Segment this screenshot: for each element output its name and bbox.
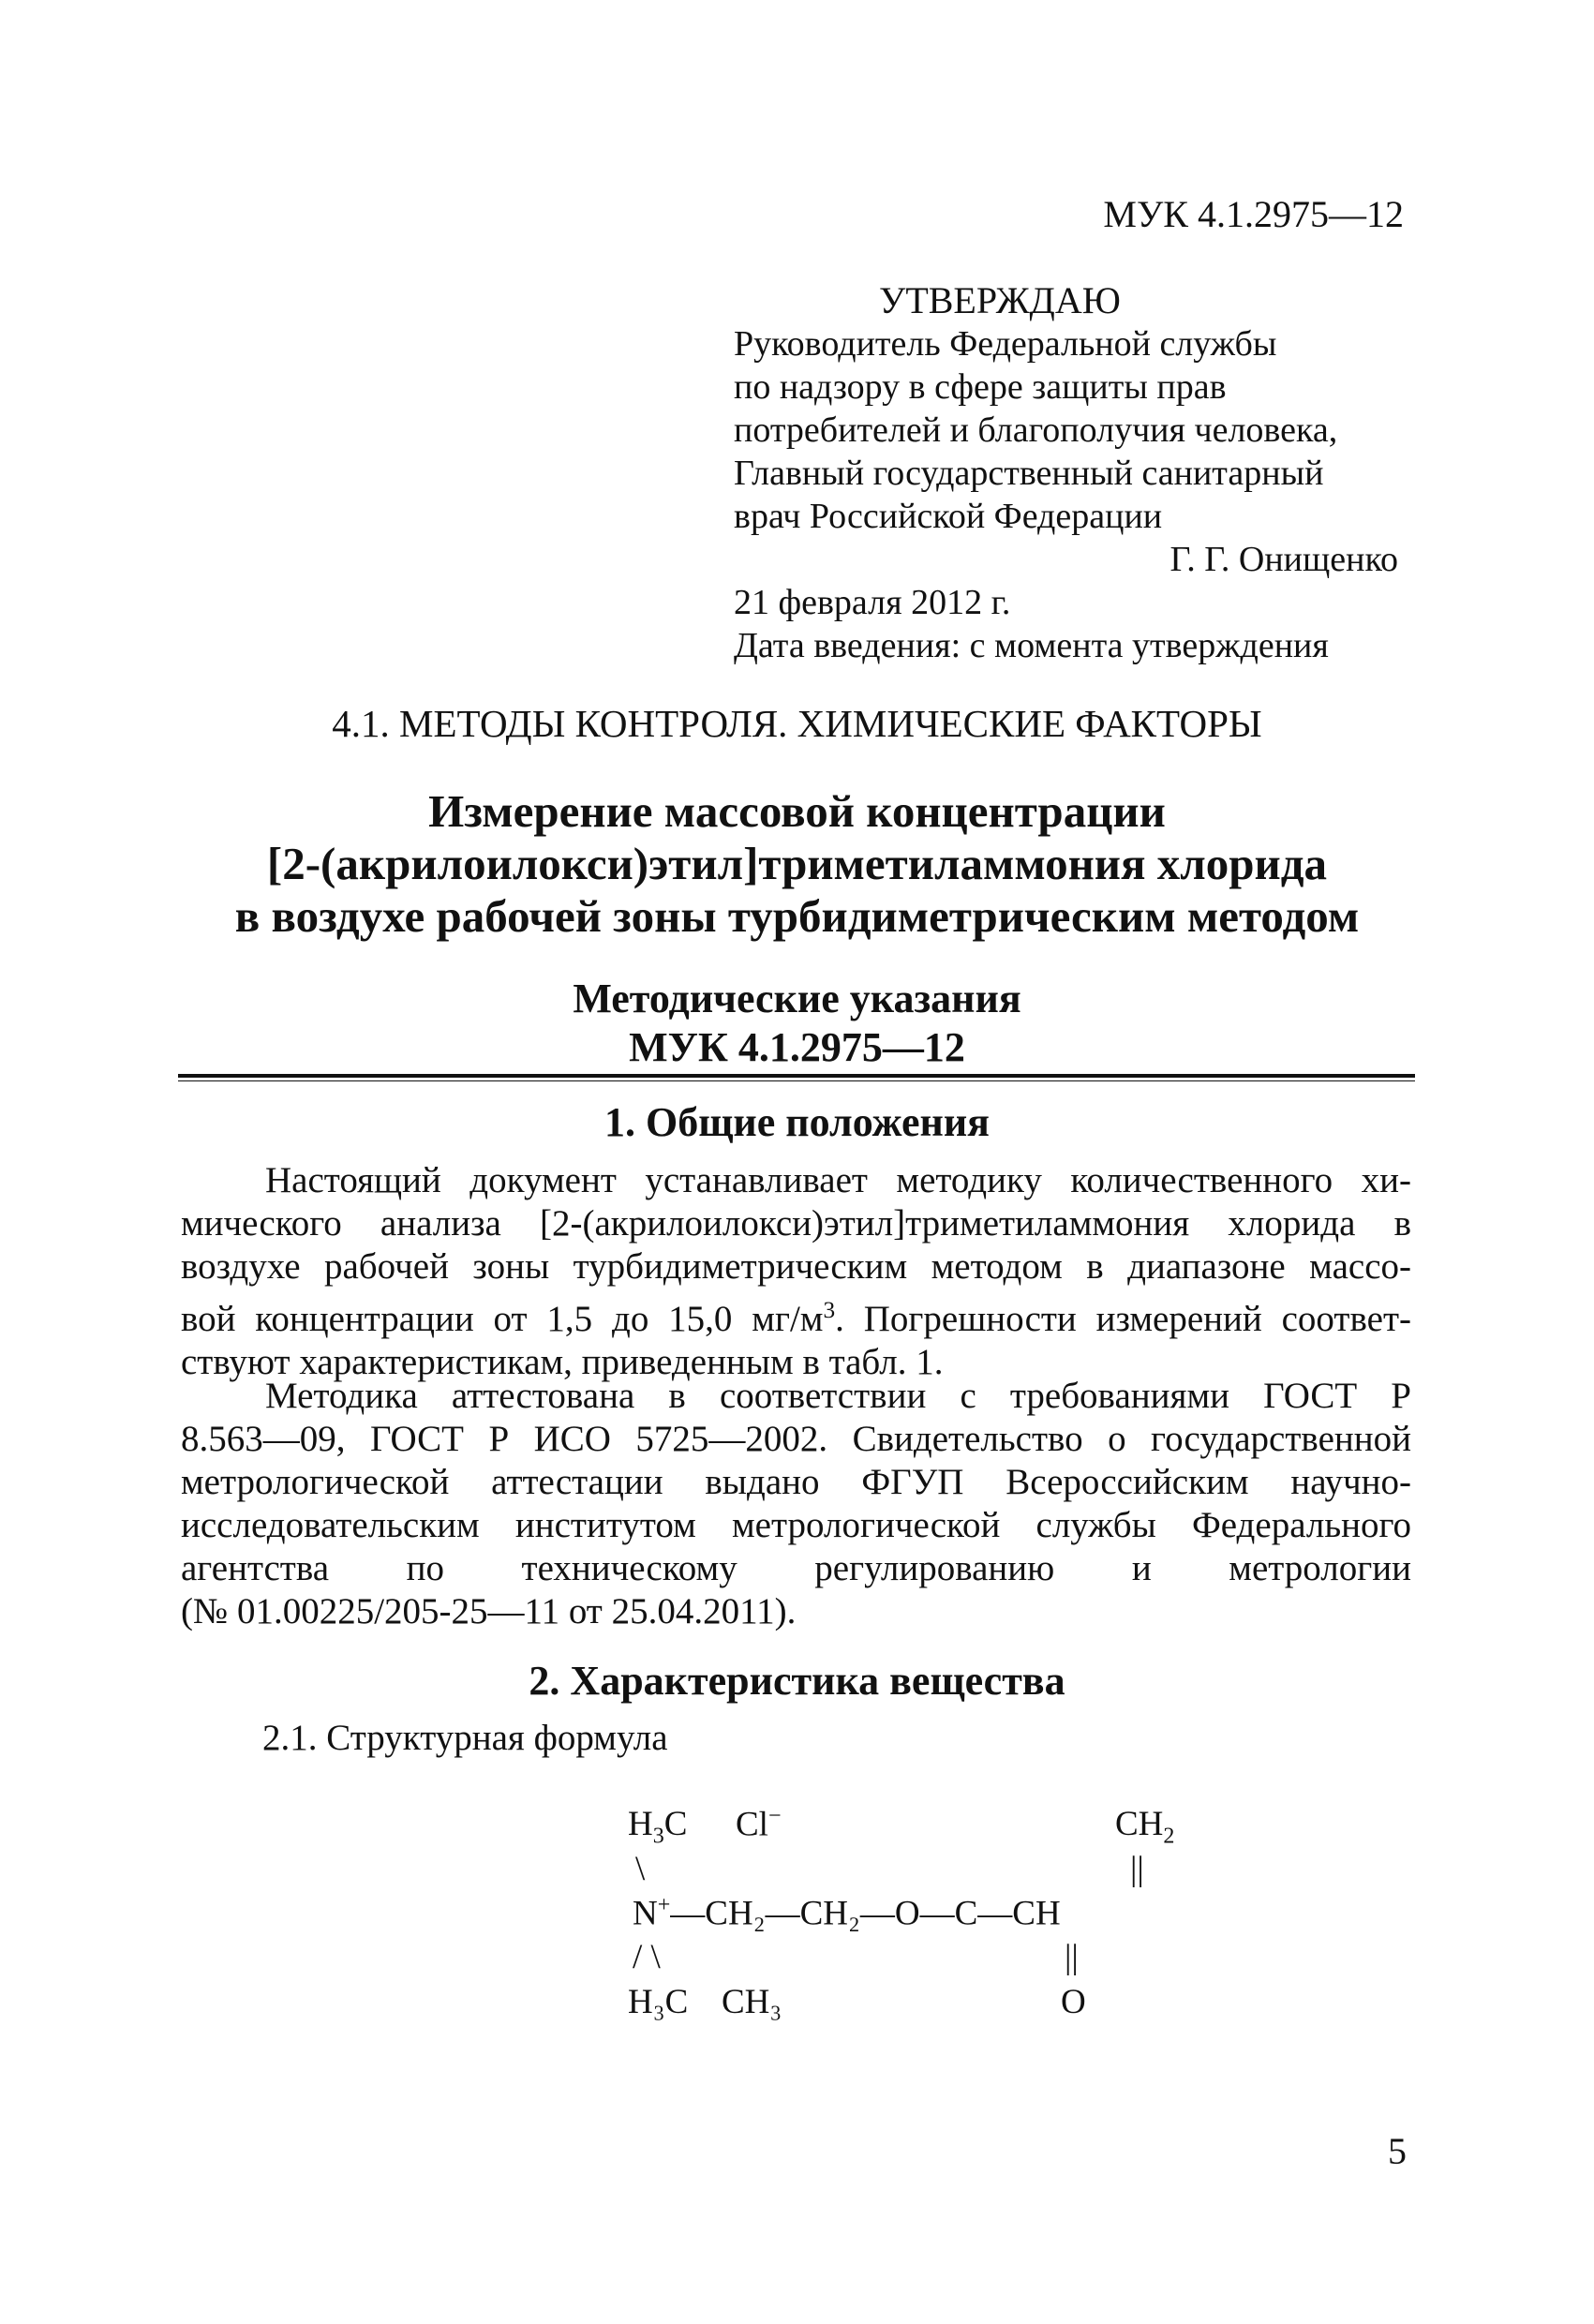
formula-group-ch3-bottom: CH₃: [722, 1983, 782, 2021]
structural-formula: [628, 1804, 1209, 2048]
page-number: 5: [1388, 2130, 1407, 2172]
main-title-line: в воздухе рабочей зоны турбидиметрическим методом: [234, 890, 1360, 942]
formula-bond-upper-left: \: [635, 1850, 646, 1888]
formula-group-ch2-top: $CH_2$: [1115, 1805, 1175, 1849]
section-title: 4.1. МЕТОДЫ КОНТРОЛЯ. ХИМИЧЕСКИЕ ФАКТОРЫ: [332, 702, 1262, 745]
guidelines-block: [0, 975, 1594, 1072]
formula-chloride: Cl−: [736, 1804, 782, 1844]
approval-line: по надзору в сфере защиты прав: [734, 367, 1227, 407]
paragraph-text: вой концентрации от 1,5 до 15,0 мг/м: [181, 1299, 824, 1339]
main-title-line: [2-(акрилоилокси)этил]триметиламмония хлорида: [266, 838, 1328, 889]
paragraph-line: мического анализа [2-(акрилоилокси)этил]триметиламмония хлорида в: [181, 1203, 1411, 1244]
formula-main-chain: N+—CH₂—CH₂—O—C—CH: [633, 1893, 1061, 1933]
paragraph-line: Настоящий документ устанавливает методику количественного хи-: [265, 1160, 1411, 1200]
paragraph-line: метрологической аттестации выдано ФГУП Всероссийским научно-: [181, 1462, 1411, 1502]
approval-block: [734, 279, 1408, 667]
title-divider-thin: [178, 1080, 1415, 1081]
approval-title: УТВЕРЖДАЮ: [879, 279, 1121, 321]
title-divider-thick: [178, 1074, 1415, 1078]
formula-group-h3c-top: $H_3C$: [628, 1805, 688, 1849]
paragraph-line: исследовательским институтом метрологической службы Федерального: [181, 1505, 1411, 1545]
approval-line: потребителей и благополучия человека,: [734, 410, 1338, 450]
section1-heading: 1. Общие положения: [604, 1099, 990, 1145]
paragraph-line: 8.563—09, ГОСТ Р ИСО 5725—2002. Свидетельство о государственной: [181, 1419, 1411, 1459]
paragraph-line: воздухе рабочей зоны турбидиметрическим методом в диапазоне массо-: [181, 1246, 1411, 1287]
document-code-header: МУК 4.1.2975—12: [1103, 193, 1404, 235]
guidelines-label: Методические указания: [573, 976, 1021, 1021]
main-title: [0, 785, 1594, 943]
paragraph-line: (№ 01.00225/205-25—11 от 25.04.2011).: [181, 1591, 797, 1631]
approval-line: врач Российской Федерации: [734, 497, 1163, 536]
approval-signatory: Г. Г. Онищенко: [1169, 540, 1398, 579]
main-title-line: Измерение массовой концентрации: [428, 785, 1166, 837]
paragraph-text: . Погрешности измерений соответ-: [835, 1299, 1411, 1339]
formula-double-bond-bottom: ||: [1065, 1938, 1079, 1976]
section2-subheading: 2.1. Структурная формула: [262, 1718, 668, 1758]
section2-heading: 2. Характеристика вещества: [529, 1658, 1065, 1704]
paragraph-line: [181, 1289, 1411, 1341]
formula-carbonyl-oxygen: O: [1061, 1983, 1086, 2021]
section1-paragraph-1: [181, 1159, 1411, 1384]
effective-date: Дата введения: с момента утверждения: [734, 626, 1329, 665]
formula-double-bond-top: ||: [1130, 1850, 1144, 1888]
section1-paragraph-2: [181, 1375, 1411, 1633]
approval-line: Главный государственный санитарный: [734, 454, 1324, 493]
paragraph-line: ствуют характеристикам, приведенным в табл. 1.: [181, 1342, 944, 1382]
guidelines-code: МУК 4.1.2975—12: [629, 1024, 965, 1070]
approval-date: 21 февраля 2012 г.: [734, 583, 1011, 622]
approval-line: Руководитель Федеральной службы: [734, 324, 1277, 364]
paragraph-line: Методика аттестована в соответствии с требованиями ГОСТ Р: [265, 1376, 1411, 1416]
superscript: 3: [823, 1297, 836, 1323]
formula-bonds-lower-left: / \: [633, 1938, 661, 1976]
formula-group-h3c-bottom: H₃C: [628, 1983, 689, 2021]
paragraph-line: агентства по техническому регулированию и метрологии: [181, 1548, 1411, 1588]
